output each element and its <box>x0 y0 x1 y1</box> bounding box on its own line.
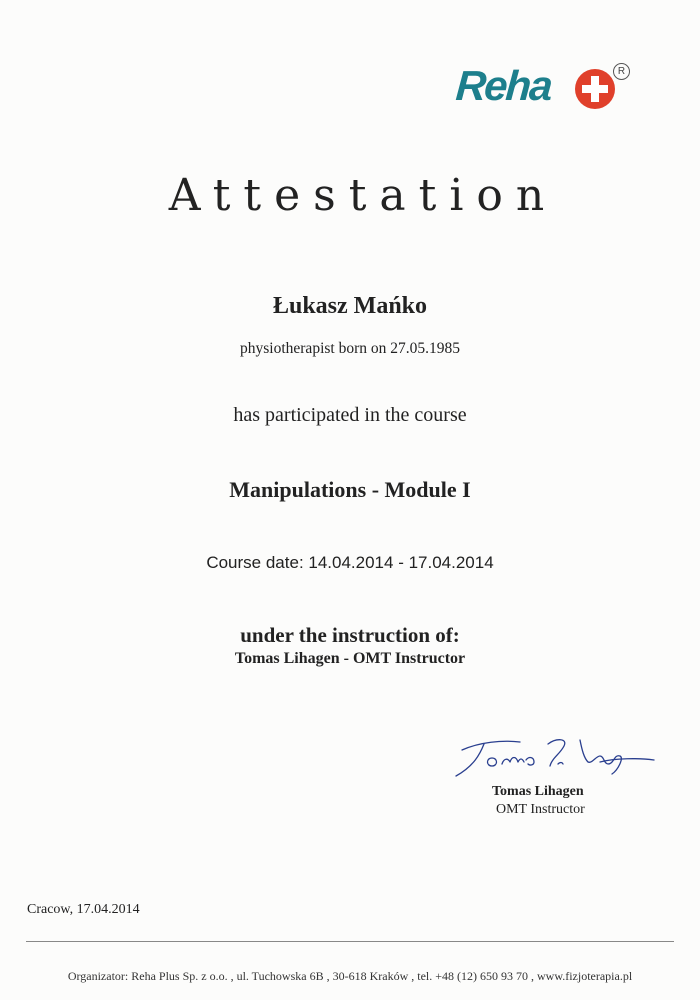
document-title: Attestation <box>168 170 558 221</box>
course-name: Manipulations - Module I <box>229 477 471 502</box>
reha-plus-logo <box>456 60 636 112</box>
signer-role: OMT Instructor <box>496 802 585 817</box>
recipient-name: Łukasz Mańko <box>272 293 428 319</box>
course-date: Course date: 14.04.2014 - 17.04.2014 <box>206 553 494 572</box>
plus-badge-icon <box>574 68 616 110</box>
footer-divider <box>26 941 674 942</box>
instruction-heading: under the instruction of: <box>240 623 460 647</box>
participation-text: has participated in the course <box>233 404 467 426</box>
registered-mark: R <box>613 63 630 80</box>
organizer-footer: Organizator: Reha Plus Sp. z o.o. , ul. Tuchowska 6B , 30-618 Kraków , tel. +48 (12) 650 93 70 , www.fizjoterapia.pl <box>67 969 633 983</box>
logo-brand-text: Reha <box>454 62 553 109</box>
signature-block <box>440 728 660 828</box>
recipient-details: physiotherapist born on 27.05.1985 <box>240 340 460 357</box>
place-and-date: Cracow, 17.04.2014 <box>27 902 140 917</box>
signer-name: Tomas Lihagen <box>492 784 584 799</box>
instructor-line: Tomas Lihagen - OMT Instructor <box>234 650 466 667</box>
handwritten-signature <box>440 728 660 788</box>
